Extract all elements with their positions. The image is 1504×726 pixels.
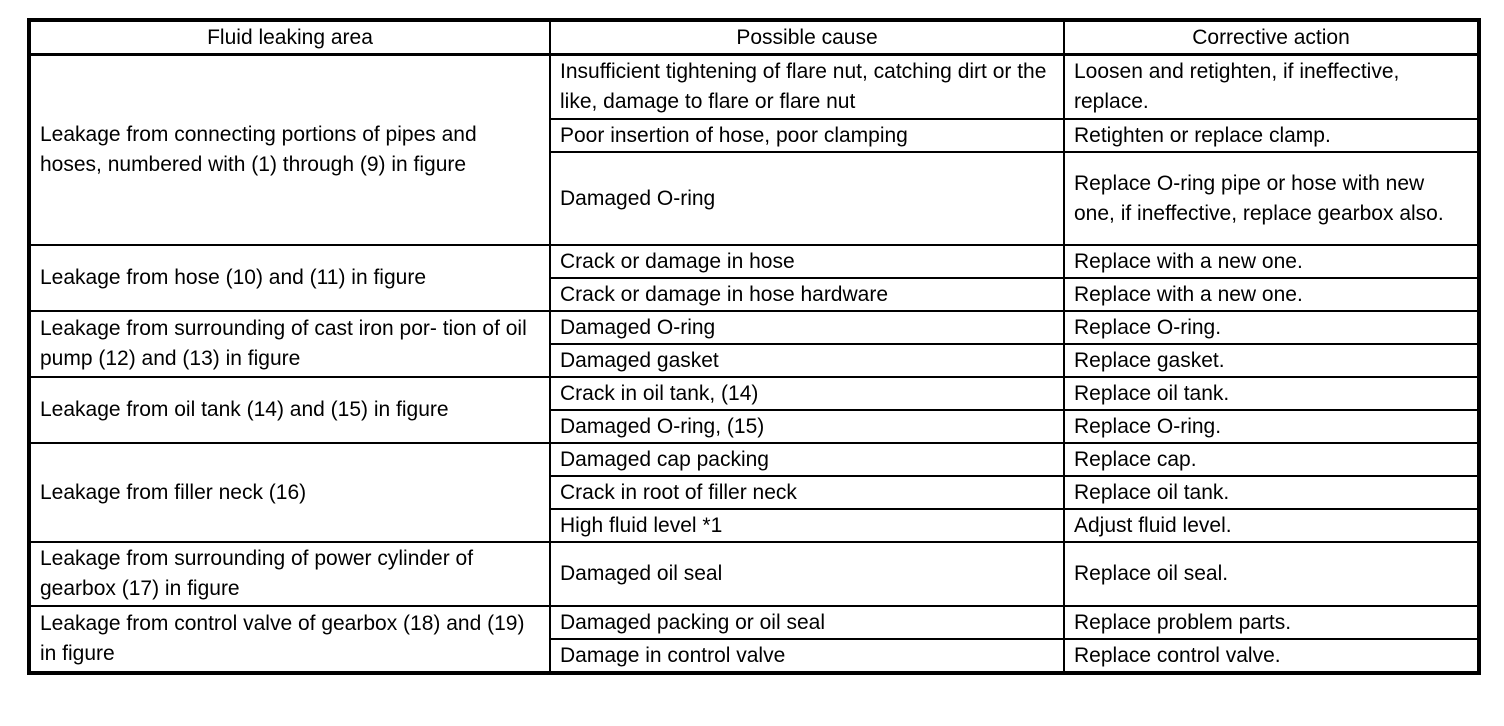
- troubleshooting-table: [27, 18, 1481, 675]
- possible-cause-cell: Damage in control valve: [550, 639, 1064, 673]
- corrective-action-cell: Replace cap.: [1064, 443, 1479, 476]
- header-row: [29, 20, 1479, 55]
- possible-cause-cell: Crack in oil tank, (14): [550, 377, 1064, 410]
- possible-cause-cell: Damaged gasket: [550, 344, 1064, 377]
- corrective-action-cell: Retighten or replace clamp.: [1064, 119, 1479, 152]
- table-row: [29, 606, 1479, 639]
- possible-cause-cell: Damaged O-ring: [550, 152, 1064, 245]
- fluid-leaking-area-cell: Leakage from control valve of gearbox (18) and (19) in figure: [29, 606, 550, 673]
- corrective-action-cell: Replace gasket.: [1064, 344, 1479, 377]
- possible-cause-cell: Crack or damage in hose hardware: [550, 278, 1064, 311]
- corrective-action-cell: Replace with a new one.: [1064, 245, 1479, 278]
- possible-cause-cell: Crack or damage in hose: [550, 245, 1064, 278]
- possible-cause-cell: Damaged O-ring: [550, 311, 1064, 344]
- header-possible-cause: Possible cause: [550, 20, 1064, 55]
- possible-cause-cell: High fluid level *1: [550, 509, 1064, 542]
- corrective-action-cell: Loosen and retighten, if ineffective, replace.: [1064, 55, 1479, 120]
- possible-cause-cell: Insufficient tightening of flare nut, catching dirt or the like, damage to flare or flare nut: [550, 55, 1064, 120]
- table-row: [29, 542, 1479, 606]
- possible-cause-cell: Crack in root of filler neck: [550, 476, 1064, 509]
- corrective-action-cell: Replace with a new one.: [1064, 278, 1479, 311]
- possible-cause-cell: Damaged packing or oil seal: [550, 606, 1064, 639]
- corrective-action-cell: Replace oil tank.: [1064, 377, 1479, 410]
- table-row: [29, 311, 1479, 344]
- header-fluid-leaking-area: Fluid leaking area: [29, 20, 550, 55]
- corrective-action-cell: Replace control valve.: [1064, 639, 1479, 673]
- possible-cause-cell: Damaged oil seal: [550, 542, 1064, 606]
- table-row: [29, 55, 1479, 120]
- fluid-leaking-area-cell: Leakage from surrounding of power cylinder of gearbox (17) in figure: [29, 542, 550, 606]
- possible-cause-cell: Damaged O-ring, (15): [550, 410, 1064, 443]
- fluid-leaking-area-cell: Leakage from filler neck (16): [29, 443, 550, 542]
- corrective-action-cell: Replace O-ring pipe or hose with new one, if ineffective, replace gearbox also.: [1064, 152, 1479, 245]
- table-row: [29, 245, 1479, 278]
- possible-cause-cell: Damaged cap packing: [550, 443, 1064, 476]
- fluid-leaking-area-cell: Leakage from connecting portions of pipes and hoses, numbered with (1) through (9) in figure: [29, 55, 550, 246]
- fluid-leaking-area-cell: Leakage from oil tank (14) and (15) in figure: [29, 377, 550, 443]
- corrective-action-cell: Replace oil seal.: [1064, 542, 1479, 606]
- header-corrective-action: Corrective action: [1064, 20, 1479, 55]
- corrective-action-cell: Replace O-ring.: [1064, 311, 1479, 344]
- fluid-leaking-area-cell: Leakage from hose (10) and (11) in figure: [29, 245, 550, 311]
- corrective-action-cell: Replace oil tank.: [1064, 476, 1479, 509]
- fluid-leaking-area-cell: Leakage from surrounding of cast iron por- tion of oil pump (12) and (13) in figure: [29, 311, 550, 377]
- table-row: [29, 377, 1479, 410]
- corrective-action-cell: Replace problem parts.: [1064, 606, 1479, 639]
- table-row: [29, 443, 1479, 476]
- corrective-action-cell: Replace O-ring.: [1064, 410, 1479, 443]
- possible-cause-cell: Poor insertion of hose, poor clamping: [550, 119, 1064, 152]
- corrective-action-cell: Adjust fluid level.: [1064, 509, 1479, 542]
